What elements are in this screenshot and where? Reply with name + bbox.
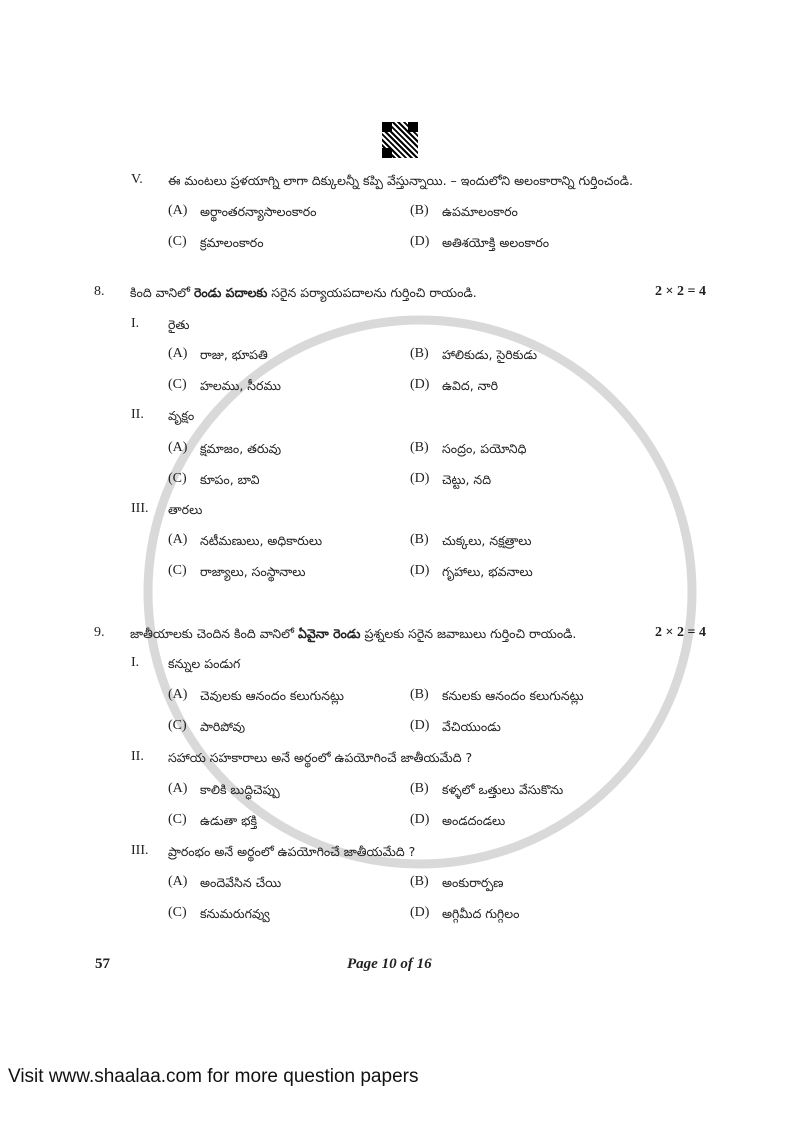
question-number: 9. (94, 625, 105, 640)
question-text-before: కింది వానిలో (130, 285, 194, 300)
option-label: (D) (410, 471, 430, 486)
option-label: (D) (410, 234, 430, 249)
option-text: కనుమరుగవ్వు (200, 906, 270, 921)
question-text-after: సరైన పర్యాయపదాలను గుర్తించి రాయండి. (267, 285, 477, 300)
option-label: (A) (168, 781, 188, 796)
part-number: I. (131, 316, 140, 331)
option-label: (A) (168, 687, 188, 702)
part-text: సహాయ సహకారాలు అనే అర్థంలో ఉపయోగించే జాతీయమేది ? (168, 750, 473, 765)
option-label: (D) (410, 812, 430, 827)
option-text: హలము, సీరము (200, 378, 282, 393)
question-text-bold: ఏవైనా రెండు (298, 626, 361, 641)
visit-link[interactable]: Visit www.shaalaa.com for more question papers (8, 1066, 419, 1087)
question-text (130, 285, 635, 300)
option-label: (C) (168, 377, 187, 392)
option-label: (C) (168, 234, 187, 249)
option-text: పారిపోవు (200, 719, 246, 734)
option-text: అండదండలు (442, 813, 506, 828)
option-text: చెవులకు ఆనందం కలుగునట్లు (200, 688, 344, 703)
option-label: (D) (410, 905, 430, 920)
qr-code (381, 121, 419, 159)
option-label: (D) (410, 563, 430, 578)
marks: 2 × 2 = 4 (655, 284, 706, 299)
option-text: సంద్రం, పయోనిధి (442, 441, 527, 456)
question-text (130, 626, 635, 641)
option-label: (A) (168, 346, 188, 361)
part-text: ప్రారంభం అనే అర్థంలో ఉపయోగించే జాతీయమేది ? (168, 844, 416, 859)
part-number: I. (131, 655, 140, 670)
option-text: ఉపమాలంకారం (442, 204, 518, 219)
part-number: III. (131, 501, 149, 516)
option-text: రాజ్యాలు, సంస్థానాలు (200, 564, 306, 579)
option-text: చుక్కలు, నక్షత్రాలు (442, 533, 532, 548)
part-number: V. (131, 172, 143, 187)
option-text: అంకురార్పణ (442, 875, 504, 890)
option-label: (C) (168, 471, 187, 486)
option-label: (A) (168, 874, 188, 889)
paper-code: 57 (95, 956, 110, 972)
option-text: కళ్ళలో ఒత్తులు వేసుకొను (442, 782, 564, 797)
part-text: రైతు (168, 317, 190, 332)
option-text: ఉడుతా భక్తి (200, 813, 258, 828)
part-number: II. (131, 749, 144, 764)
option-label: (A) (168, 203, 188, 218)
option-label: (C) (168, 812, 187, 827)
part-text: కన్నుల పండుగ (168, 656, 241, 671)
part-number: II. (131, 407, 144, 422)
option-label: (B) (410, 874, 429, 889)
option-text: కూపం, బావి (200, 472, 260, 487)
part-text: వృక్షం (168, 408, 195, 423)
page-number: Page 10 of 16 (347, 956, 432, 972)
option-label: (B) (410, 687, 429, 702)
option-text: కాలికి బుద్ధిచెప్పు (200, 782, 280, 797)
option-text: గృహాలు, భవనాలు (442, 564, 533, 579)
option-label: (B) (410, 440, 429, 455)
option-text: హాలికుడు, సైరికుడు (442, 347, 538, 362)
question-text-after: ప్రశ్నలకు సరైన జవాబులు గుర్తించి రాయండి. (360, 626, 577, 641)
option-text: వేచియుండు (442, 719, 501, 734)
option-text: చెట్టు, నది (442, 472, 492, 487)
option-label: (B) (410, 346, 429, 361)
option-text: నటీమణులు, అధికారులు (200, 533, 323, 548)
option-text: రాజు, భూపతి (200, 347, 268, 362)
option-text: ఉవిద, నారి (442, 378, 499, 393)
option-label: (B) (410, 781, 429, 796)
option-text: అగ్గిమీద గుగ్గిలం (442, 906, 520, 921)
option-label: (A) (168, 532, 188, 547)
option-text: క్షమాజం, తరువు (200, 441, 282, 456)
part-number: III. (131, 843, 149, 858)
option-label: (C) (168, 905, 187, 920)
question-number: 8. (94, 284, 105, 299)
option-label: (B) (410, 203, 429, 218)
question-text-bold: రెండు పదాలకు (194, 285, 268, 300)
option-text: క్రమాలంకారం (200, 235, 264, 250)
option-label: (D) (410, 718, 430, 733)
marks: 2 × 2 = 4 (655, 625, 706, 640)
option-label: (B) (410, 532, 429, 547)
option-label: (D) (410, 377, 430, 392)
option-text: అర్థాంతరన్యాసాలంకారం (200, 204, 317, 219)
option-text: అతిశయోక్తి అలంకారం (442, 235, 550, 250)
part-text: ఈ మంటలు ప్రళయాగ్ని లాగా దిక్కులన్నీ కప్పి వేస్తున్నాయి. – ఇందులోని అలంకారాన్ని గుర్తించండి. (168, 173, 633, 188)
question-text-before: జాతీయాలకు చెందిన కింది వానిలో (130, 626, 299, 641)
option-text: కనులకు ఆనందం కలుగునట్లు (442, 688, 584, 703)
option-text: అందెవేసిన చేయి (200, 875, 282, 890)
part-text: తారలు (168, 502, 203, 517)
option-label: (C) (168, 563, 187, 578)
option-label: (A) (168, 440, 188, 455)
option-label: (C) (168, 718, 187, 733)
